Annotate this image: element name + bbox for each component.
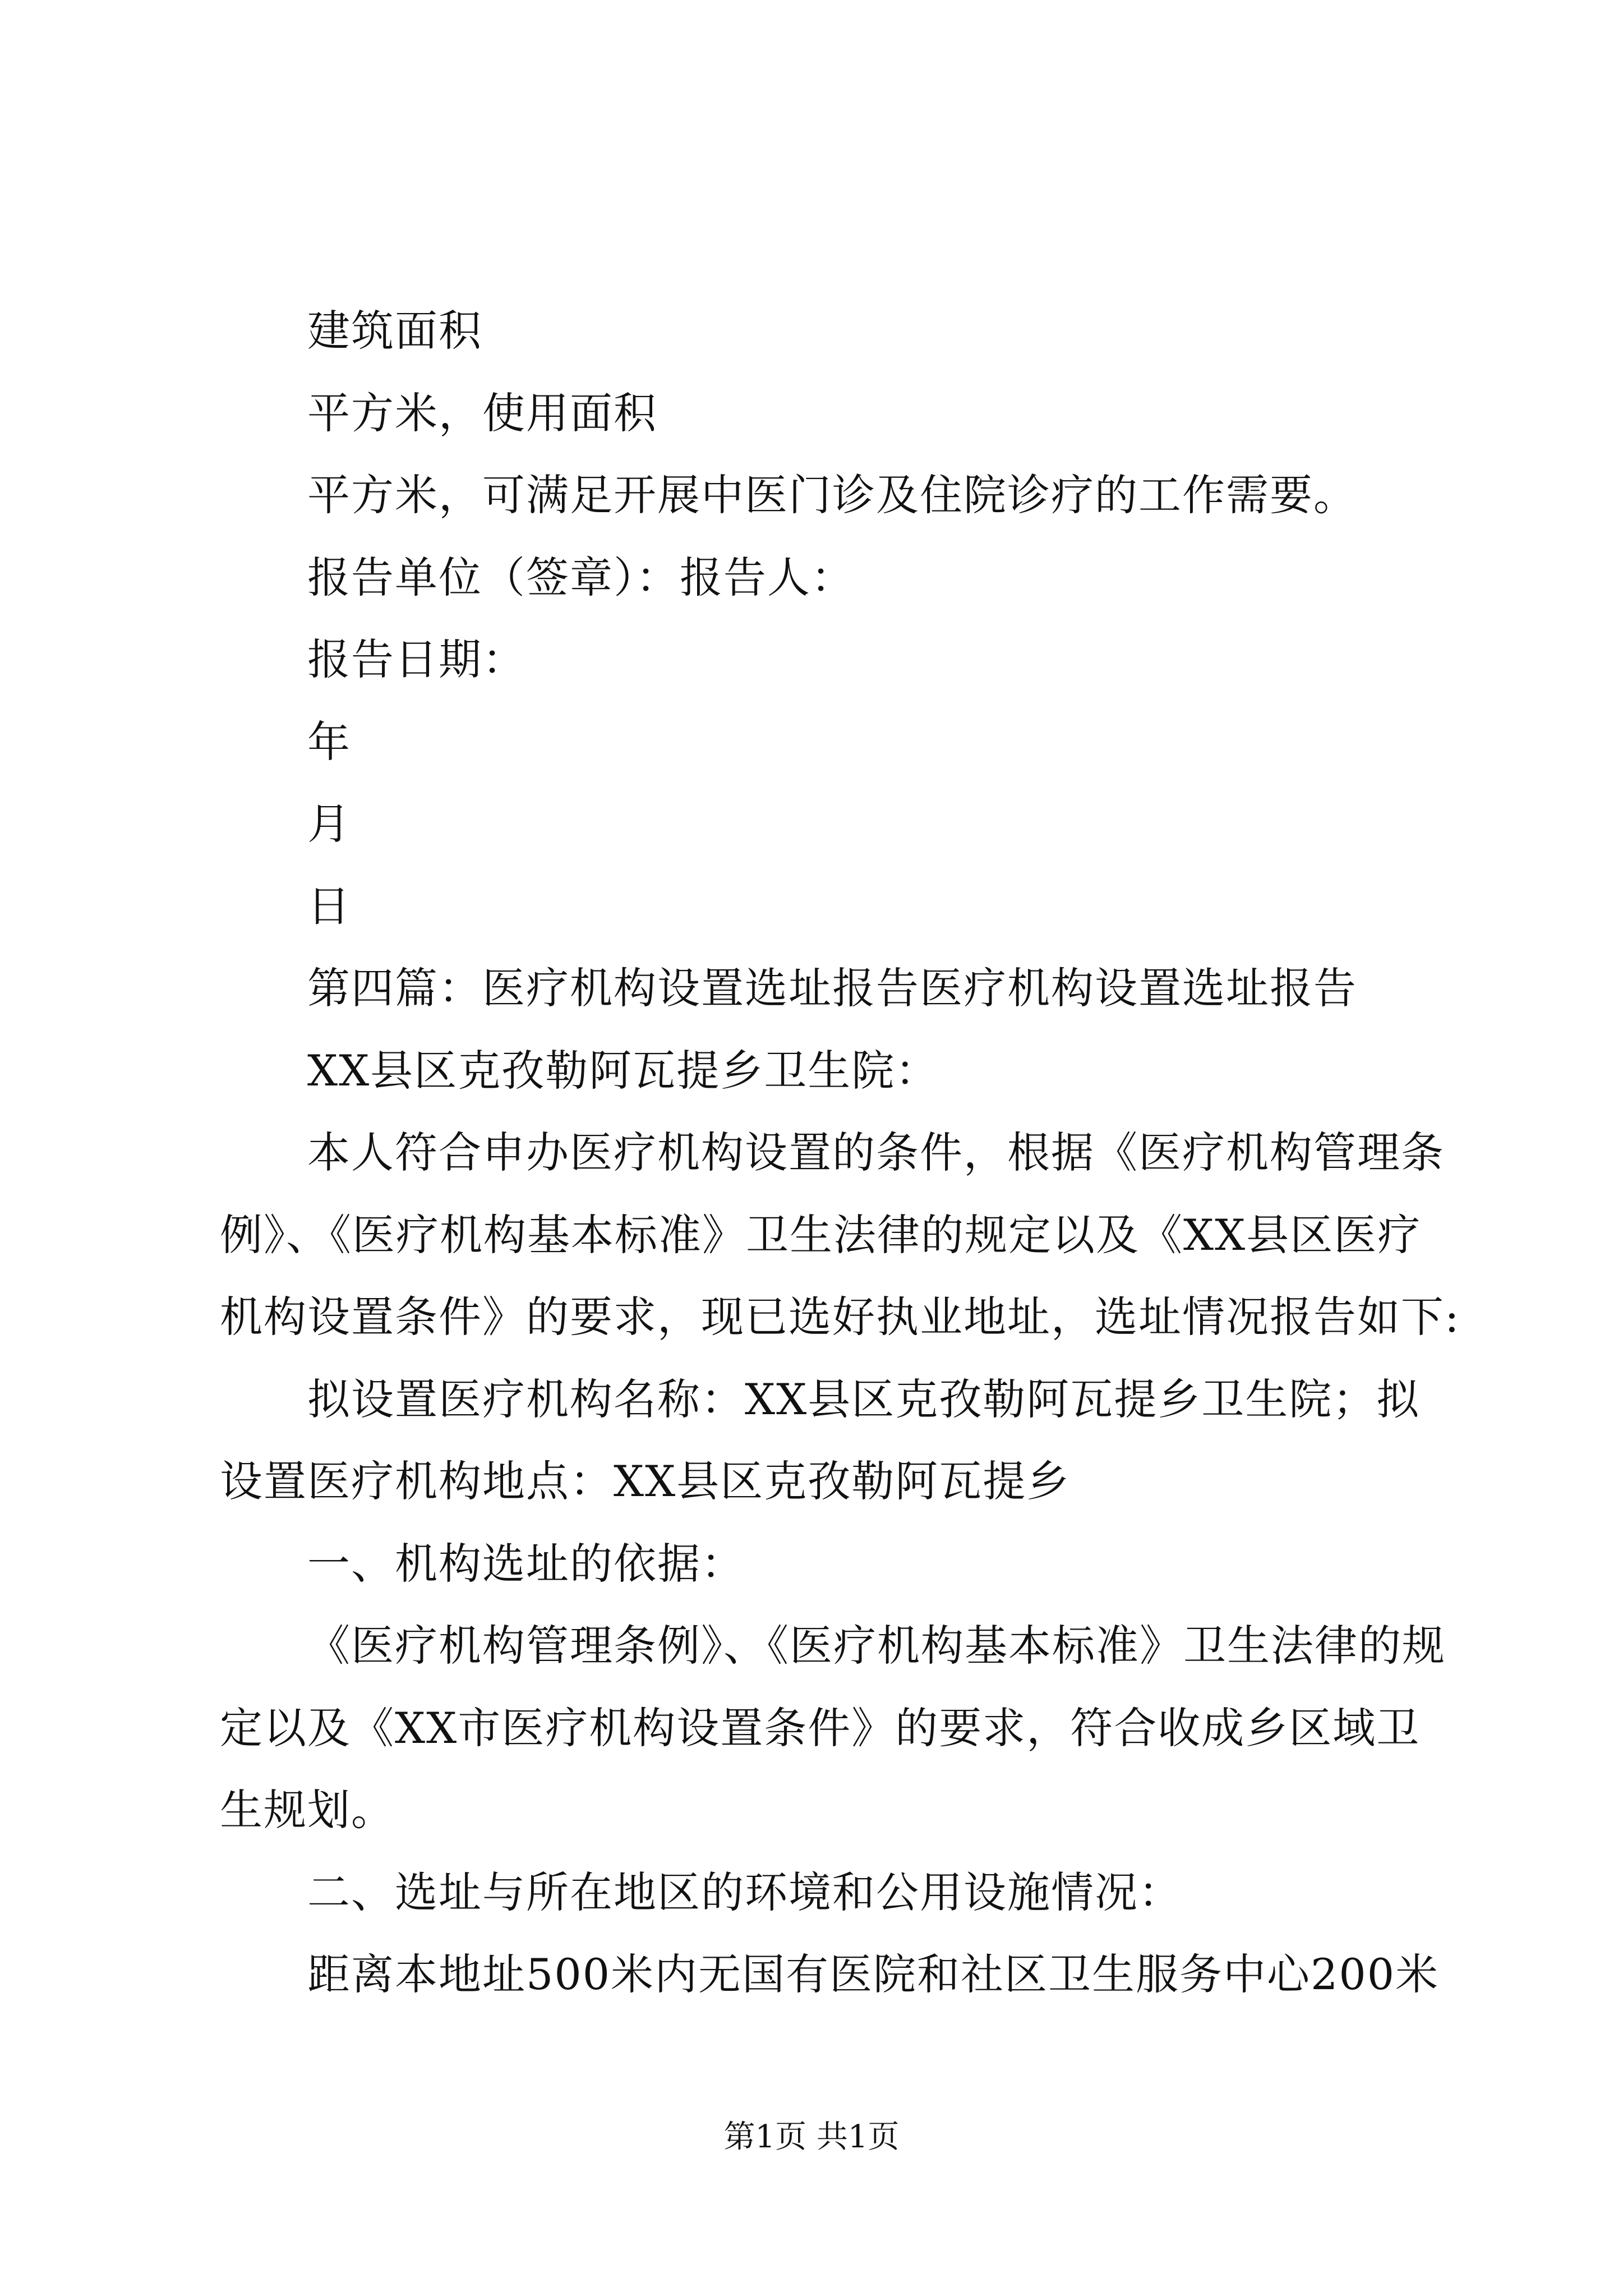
text-line-capacity: 平方米，可满足开展中医门诊及住院诊疗的工作需要。 — [307, 470, 1357, 520]
paragraph-line: 拟设置医疗机构名称：XX县区克孜勒阿瓦提乡卫生院；拟 — [307, 1374, 1421, 1424]
paragraph-line: 设置医疗机构地点：XX县区克孜勒阿瓦提乡 — [220, 1456, 1071, 1506]
paragraph-line: 本人符合申办医疗机构设置的条件，根据《医疗机构管理条 — [307, 1128, 1445, 1177]
text-line-usable-area: 平方米，使用面积 — [307, 388, 657, 438]
section-heading-part-four: 第四篇：医疗机构设置选址报告医疗机构设置选址报告 — [307, 963, 1357, 1013]
paragraph-line: 距离本地址500米内无国有医院和社区卫生服务中心200米 — [307, 1949, 1440, 1999]
section-heading-basis: 一、机构选址的依据： — [307, 1539, 745, 1589]
section-heading-environment: 二、选址与所在地区的环境和公用设施情况： — [307, 1867, 1182, 1917]
paragraph-line: 机构设置条件》的要求，现已选好执业地址，选址情况报告如下: — [220, 1292, 1460, 1342]
paragraph-line: 《医疗机构管理条例》、《医疗机构基本标准》卫生法律的规 — [307, 1621, 1446, 1671]
text-line-report-date: 报告日期： — [307, 634, 526, 684]
text-line-report-unit: 报告单位（签章）：报告人： — [307, 553, 855, 602]
text-line-day: 日 — [307, 881, 351, 931]
text-line-year: 年 — [307, 717, 351, 767]
text-line-building-area: 建筑面积 — [307, 306, 482, 356]
paragraph-line: 生规划。 — [220, 1785, 395, 1835]
paragraph-line: 例》、《医疗机构基本标准》卫生法律的规定以及《XX县区医疗 — [220, 1210, 1422, 1260]
text-line-month: 月 — [307, 799, 351, 849]
paragraph-line: 定以及《XX市医疗机构设置条件》的要求，符合收成乡区域卫 — [220, 1703, 1421, 1753]
page-footer: 第1页 共1页 — [723, 2119, 900, 2155]
addressee-line: XX县区克孜勒阿瓦提乡卫生院： — [307, 1046, 939, 1096]
